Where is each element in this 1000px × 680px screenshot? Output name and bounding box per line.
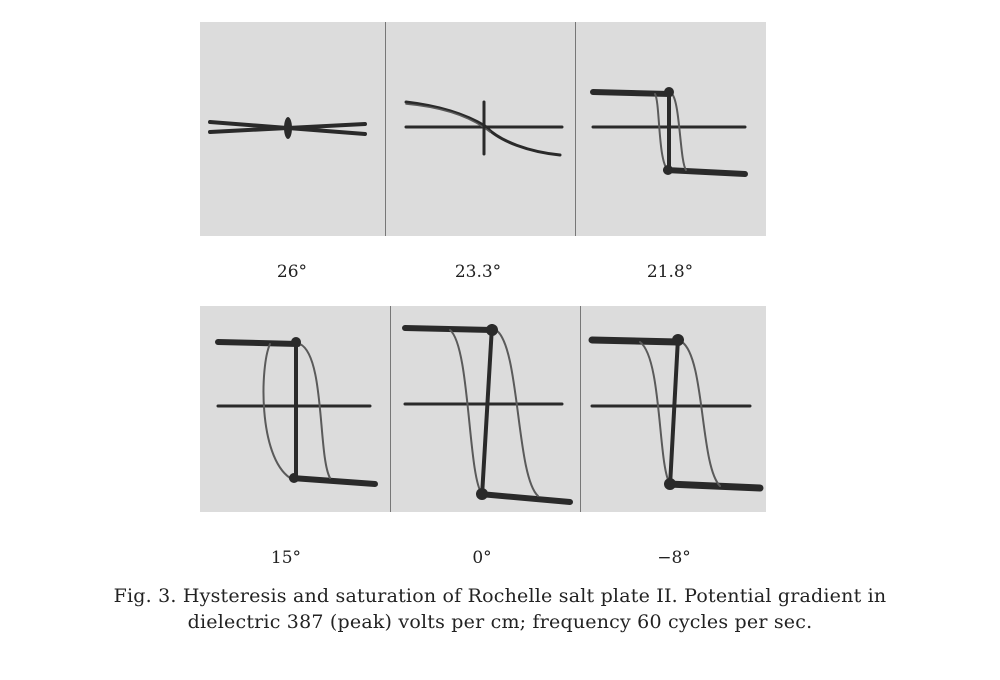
oscillograms-bottom <box>200 306 766 512</box>
figure-caption-line-2: dielectric 387 (peak) volts per cm; frequency 60 cycles per sec. <box>187 611 813 633</box>
oscillogram-21-8 <box>593 87 745 175</box>
photo-strip-bottom <box>200 306 766 512</box>
panel-label-21-8: 21.8° <box>646 262 694 282</box>
panel-label-23-3: 23.3° <box>454 262 502 282</box>
panel-label-15: 15° <box>270 548 302 568</box>
oscillogram-minus-8 <box>592 334 760 490</box>
panel-label-26: 26° <box>276 262 308 282</box>
oscillogram-15 <box>218 337 375 484</box>
oscillograms-top <box>200 22 766 236</box>
photo-strip-top <box>200 22 766 236</box>
panel-label-0: 0° <box>472 548 492 568</box>
panel-label-minus-8: −8° <box>657 548 691 568</box>
oscillogram-0 <box>405 324 570 502</box>
oscillogram-23-3 <box>406 102 562 155</box>
figure-caption-line-1: Fig. 3. Hysteresis and saturation of Rochelle salt plate II. Potential gradient in <box>113 585 887 607</box>
oscillogram-26 <box>210 117 365 139</box>
